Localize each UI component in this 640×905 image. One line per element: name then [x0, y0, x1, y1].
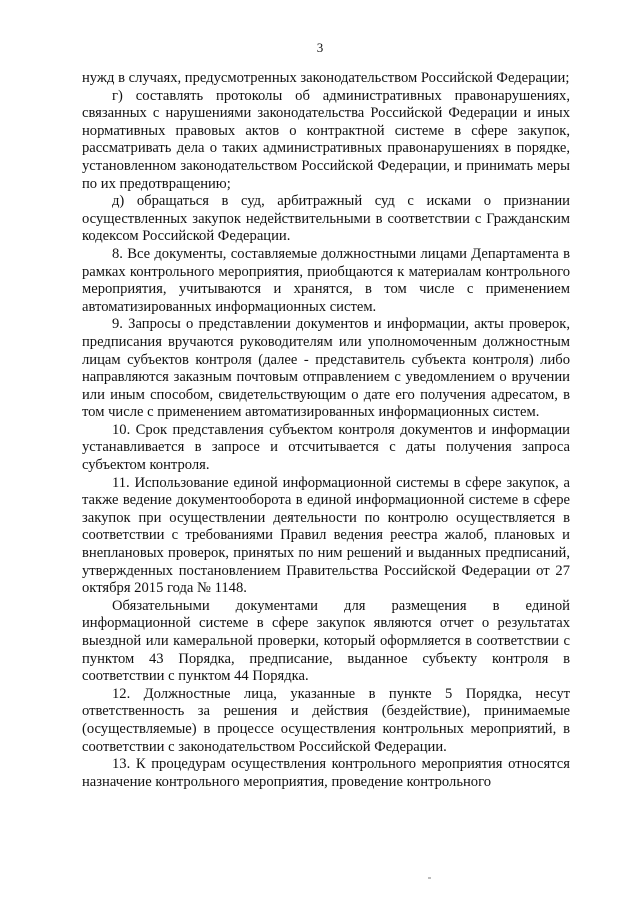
scan-speck [428, 877, 431, 879]
paragraph-11: 11. Использование единой информационной системы в сфере закупок, а также ведение документооборота в единой информационной системе в сфере закупок при осуществлении деятельности по контролю осуществляется в соответствии с требованиями Правил ведения реестра жалоб, плановых и внеплановых проверок, принятых по ним решений и выданных предписаний, утвержденных постановлением Правительства Российской Федерации от 27 октября 2015 года № 1148. [82, 474, 570, 597]
paragraph-8: 8. Все документы, составляемые должностными лицами Департамента в рамках контрольного мероприятия, приобщаются к материалам контрольного мероприятия, учитываются и хранятся, в том числе с применением автоматизированных информационных систем. [82, 245, 570, 315]
paragraph-item-g: г) составлять протоколы об административных правонарушениях, связанных с нарушениями законодательства Российской Федерации и иных нормативных правовых актов о контрактной системе в сфере закупок, рассматривать дела о таких административных правонарушениях в порядке, установленном законодательством Российской Федерации, и принимать меры по их предотвращению; [82, 87, 570, 192]
document-body [82, 70, 570, 791]
paragraph-9: 9. Запросы о представлении документов и информации, акты проверок, предписания вручаются руководителям или уполномоченным должностным лицам субъектов контроля (далее - представитель субъекта контроля) либо направляются заказным почтовым отправлением с уведомлением о вручении или иным способом, свидетельствующим о дате его получения адресатом, в том числе с применением автоматизированных информационных систем. [82, 316, 570, 421]
paragraph-10: 10. Срок представления субъектом контроля документов и информации устанавливается в запросе и отсчитывается с даты получения запроса субъектом контроля. [82, 421, 570, 474]
paragraph-12: 12. Должностные лица, указанные в пункте 5 Порядка, несут ответственность за решения и действия (бездействие), принимаемые (осуществляемые) в процессе осуществления контрольных мероприятий, в соответствии с законодательством Российской Федерации. [82, 685, 570, 755]
paragraph-11-mandatory-docs: Обязательными документами для размещения в единой информационной системе в сфере закупок являются отчет о результатах выездной или камеральной проверки, который оформляется в соответствии с пунктом 43 Порядка, предписание, выданное субъекту контроля в соответствии с пунктом 44 Порядка. [82, 597, 570, 685]
paragraph-13: 13. К процедурам осуществления контрольного мероприятия относятся назначение контрольного мероприятия, проведение контрольного [82, 756, 570, 790]
paragraph-continuation: нужд в случаях, предусмотренных законодательством Российской Федерации; [82, 70, 570, 86]
paragraph-item-d: д) обращаться в суд, арбитражный суд с исками о признании осуществленных закупок недействительными в соответствии с Гражданским кодексом Российской Федерации. [82, 193, 570, 245]
page-number: 3 [316, 40, 324, 55]
